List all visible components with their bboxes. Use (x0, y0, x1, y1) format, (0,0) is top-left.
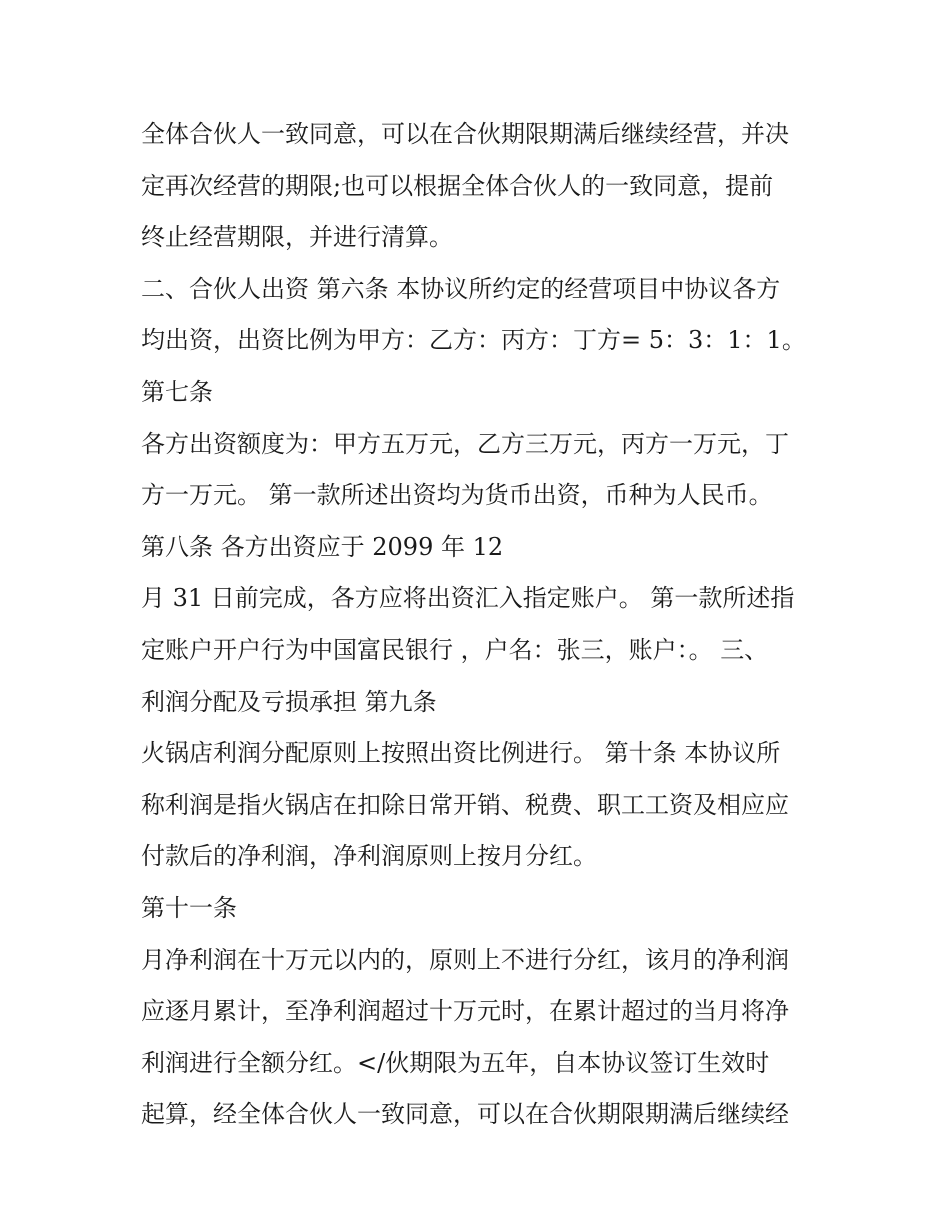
text-line: 月净利润在十万元以内的，原则上不进行分红，该月的净利润 (141, 945, 789, 974)
text-line: 全体合伙人一致同意，可以在合伙期限期满后继续经营，并决 (141, 120, 789, 148)
text-line: 二、合伙人出资 第六条 本协议所约定的经营项目中协议各方 (141, 274, 781, 303)
text-line: 终止经营期限，并进行清算。 (141, 223, 453, 252)
text-line: 月 31 日前完成，各方应将出资汇入指定账户。 第一款所述指 (141, 584, 795, 613)
text-line: 火锅店利润分配原则上按照出资比例进行。 第十条 本协议所 (141, 739, 781, 768)
text-line: 第八条 各方出资应于 2099 年 12 (141, 532, 504, 561)
text-line: 利润分配及亏损承担 第九条 (141, 687, 437, 716)
text-line: 第七条 (141, 377, 213, 406)
document-body (141, 109, 821, 1141)
text-line: 方一万元。 第一款所述出资均为货币出资，币种为人民币。 (141, 481, 773, 510)
text-line: 第十一条 (141, 893, 237, 922)
text-line: 定再次经营的期限;也可以根据全体合伙人的一致同意，提前 (141, 171, 774, 200)
text-line: 称利润是指火锅店在扣除日常开销、税费、职工工资及相应应 (141, 790, 789, 819)
text-line: 均出资，出资比例为甲方：乙方：丙方：丁方= 5：3：1：1。 (141, 326, 806, 355)
text-line: 起算，经全体合伙人一致同意，可以在合伙期限期满后继续经 (141, 1100, 789, 1129)
text-line: 各方出资额度为：甲方五万元，乙方三万元，丙方一万元，丁 (141, 429, 789, 458)
text-line: 利润进行全额分红。</伙期限为五年，自本协议签订生效时 (141, 1048, 770, 1077)
text-line: 付款后的净利润，净利润原则上按月分红。 (141, 842, 597, 871)
text-line: 应逐月累计，至净利润超过十万元时，在累计超过的当月将净 (141, 997, 789, 1026)
text-line: 定账户开户行为中国富民银行 ，户名：张三，账户：。 三、 (141, 635, 769, 664)
